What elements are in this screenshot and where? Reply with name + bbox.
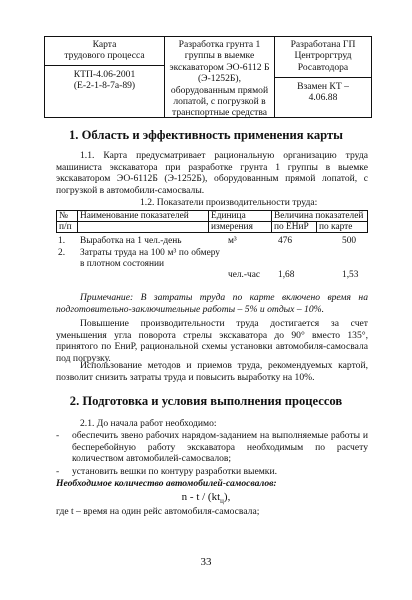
formula-sub: ц (220, 497, 224, 506)
th-value: Величина показателей (272, 211, 368, 222)
row2-name: Затраты труда на 100 м³ по обмеру в плотном состоянии (80, 248, 220, 269)
header-developer: Разработана ГП Центроргтруд Росавтодора (290, 39, 356, 73)
performance-table (56, 210, 368, 233)
header-card-code: КТП-4.06-2001 (Е-2-1-8-7а-89) (73, 69, 136, 92)
header-card-label: Карта трудового процесса (64, 39, 145, 62)
row1-card: 500 (342, 236, 357, 246)
header-process-title: Разработка грунта 1 группы в выемке экскаватором ЭО-6112 Б (Э-1252Б), оборудованным прямой лопатой, с погрузкой в транспортные средства (169, 39, 270, 119)
th-enir: по ЕНиР (272, 222, 317, 233)
formula (0, 491, 412, 505)
section2-title: 2. Подготовка и условия выполнения процессов (69, 394, 343, 408)
section2-where: где t – время на один рейс автомобиля-самосвала; (56, 506, 260, 517)
page-number: 33 (200, 556, 212, 568)
header-replaces: Взамен КТ – 4.06.88 (297, 81, 349, 104)
table-caption: 1.2. Показатели производительности труда: (140, 197, 318, 208)
header-table (44, 36, 372, 118)
formula-end: ), (223, 491, 231, 503)
row2-num: 2. (58, 248, 66, 258)
section2-bullet2: установить вешки по контуру разработки выемки. (72, 466, 277, 477)
row2-card: 1,53 (342, 270, 359, 280)
th-num: № (57, 211, 78, 222)
th-card: по карте (317, 222, 368, 233)
section1-para3: Использование методов и приемов труда, рекомендуемых картой, позволит снизить затраты труда и повысить выработку на 10%. (56, 360, 368, 383)
section1-title: 1. Область и эффективность применения карты (69, 128, 343, 142)
th-name: Наименование показателей (78, 211, 209, 222)
section1-para2: Повышение производительности труда достигается за счет уменьшения угла поворота стрелы экскаватора до 90° вместо 135°, принятого по ЕниР, рациональной схемы установки автомобиля-самосвала под погрузку. (56, 318, 368, 364)
bullet-dash: - (56, 466, 60, 477)
row2-unit: чел.-час (228, 270, 261, 280)
section1-para1: 1.1. Карта предусматривает рациональную организацию труда машиниста экскаватора при разработке грунта 1 группы в выемке экскаватором ЭО-6112Б (Э-1252Б), оборудованным прямой лопатой, с погрузкой в автомобили-самосвалы. (56, 150, 368, 196)
header-cell-card (45, 37, 165, 117)
row1-name: Выработка на 1 чел.-день (80, 236, 182, 246)
header-cell-author (275, 37, 371, 117)
note: Примечание: В затраты труда по карте включено время на подготовительно-заключительные работы – 5% и отдых – 10%. (56, 292, 368, 315)
row1-enir: 476 (278, 236, 293, 246)
th-unit2: измерения (209, 222, 272, 233)
row2-enir: 1,68 (278, 270, 295, 280)
th-num2: п/п (57, 222, 78, 233)
header-cell-title (165, 37, 275, 117)
section2-p21: 2.1. До начала работ необходимо: (80, 418, 217, 429)
formula-main: n - t / (kt (181, 491, 221, 503)
row1-unit: м³ (228, 236, 237, 246)
section2-sub: Необходимое количество автомобилей-самосвалов: (56, 478, 277, 489)
bullet-dash: - (56, 430, 60, 441)
th-unit: Единица (209, 211, 272, 222)
section2-bullet1: обеспечить звено рабочих нарядом-заданием на выполняемые работы и бесперебойную работу экскаватора необходимым по расчету количеством автомобилей-самосвалов; (72, 430, 368, 465)
row1-num: 1. (58, 236, 66, 246)
